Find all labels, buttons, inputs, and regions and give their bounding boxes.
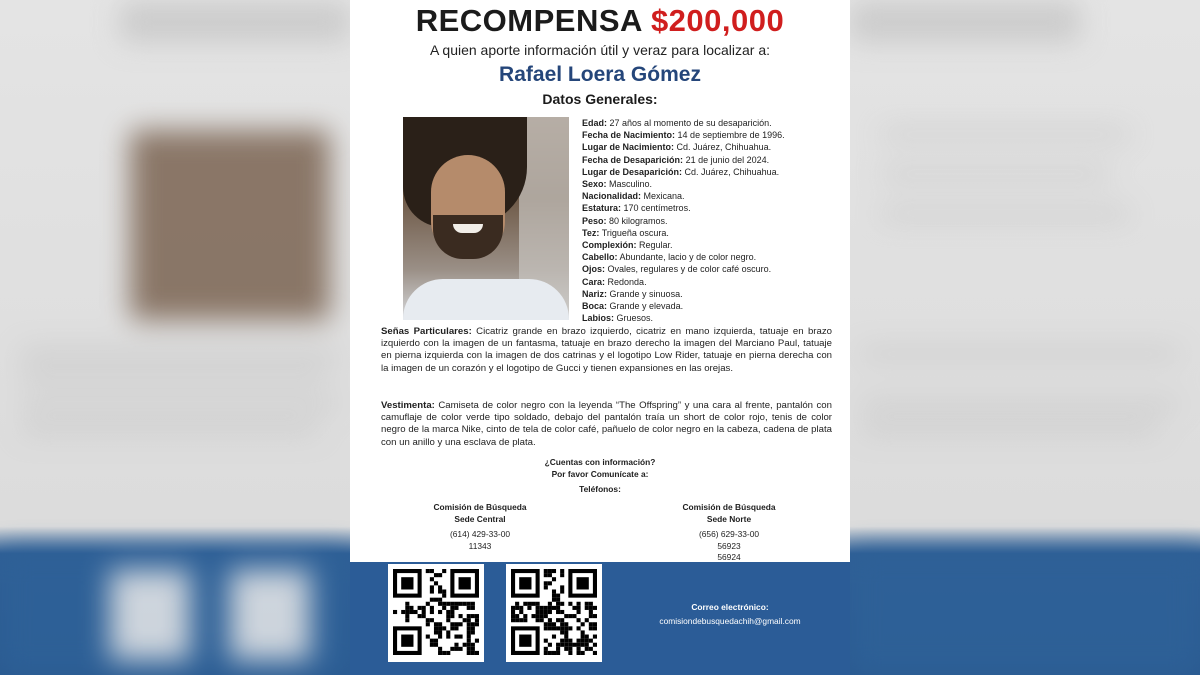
detail-value: Masculino. — [609, 179, 653, 190]
blurred-poster-left — [0, 0, 350, 675]
subtitle: A quien aporte información útil y veraz para localizar a: — [429, 42, 771, 58]
distinguishing-marks-label: Señas Particulares: — [381, 326, 472, 337]
contact-phones-heading: Teléfonos: — [579, 484, 621, 494]
detail-row — [582, 312, 842, 324]
office-extension: 11343 — [468, 540, 492, 551]
detail-label: Complexión: — [582, 240, 637, 251]
office-name: Comisión de Búsqueda — [433, 502, 527, 512]
reward-word: RECOMPENSA — [415, 3, 643, 38]
office-site: Sede Norte — [706, 513, 752, 524]
detail-label: Estatura: — [582, 203, 622, 214]
contact-question: ¿Cuentas con información? — [544, 457, 656, 467]
clothing-label: Vestimenta: — [381, 400, 435, 411]
general-data-heading: Datos Generales: — [542, 91, 658, 107]
detail-label: Fecha de Desaparición: — [582, 154, 684, 165]
detail-row — [582, 227, 842, 239]
detail-label: Boca: — [582, 301, 608, 312]
detail-row — [582, 178, 842, 190]
qr-code[interactable] — [506, 564, 602, 662]
detail-value: Regular. — [639, 240, 673, 251]
distinguishing-marks — [381, 326, 832, 375]
detail-row — [582, 251, 842, 263]
detail-label: Ojos: — [582, 264, 606, 275]
detail-label: Cabello: — [582, 252, 618, 263]
qr-code[interactable] — [388, 564, 484, 662]
detail-value: 27 años al momento de su desaparición. — [609, 118, 772, 128]
detail-row — [582, 263, 842, 275]
detail-value: 170 centímetros. — [623, 203, 691, 214]
detail-value: Abundante, lacio y de color negro. — [619, 252, 757, 263]
detail-row — [582, 129, 842, 141]
detail-label: Fecha de Nacimiento: — [582, 130, 676, 141]
detail-value: Cd. Juárez, Chihuahua. — [684, 166, 780, 177]
detail-label: Peso: — [582, 215, 607, 226]
email-block — [630, 600, 830, 628]
detail-value: Grande y elevada. — [609, 301, 684, 312]
detail-label: Labios: — [582, 313, 615, 324]
office-extension: 56924 — [717, 552, 741, 562]
details-list — [582, 117, 842, 324]
contact-please: Por favor Comunícate a: — [551, 469, 649, 479]
email-address[interactable]: comisiondebusquedachih@gmail.com — [659, 616, 801, 626]
detail-label: Sexo: — [582, 179, 607, 190]
detail-row — [582, 239, 842, 251]
clothing-text: Camiseta de color negro con la leyenda “The Offspring” y una cara al frente, pantalón con camuflaje de color verde tipo soldado, debajo del pantalón traía un short de color rojo, tenis de color negro de la marca Nike, cinto de tela de color café, pañuelo de color negro en la cabeza, cadena de plata con un anillo y una esclava de plata. — [381, 400, 832, 448]
detail-value: Mexicana. — [643, 191, 685, 202]
detail-value: 21 de junio del 2024. — [685, 154, 770, 165]
detail-label: Edad: — [582, 118, 608, 128]
office-phone[interactable]: (656) 629-33-00 — [698, 529, 760, 539]
detail-value: Ovales, regulares y de color café oscuro. — [607, 264, 772, 275]
detail-value: 80 kilogramos. — [609, 215, 668, 226]
detail-label: Tez: — [582, 227, 600, 238]
office-name: Comisión de Búsqueda — [682, 502, 776, 512]
detail-row — [582, 202, 842, 214]
detail-value: Gruesos. — [616, 313, 654, 324]
missing-person-poster — [350, 0, 850, 675]
office-phone[interactable]: (614) 429-33-00 — [449, 529, 511, 539]
detail-label: Lugar de Desaparición: — [582, 166, 683, 177]
detail-label: Nacionalidad: — [582, 191, 642, 202]
reward-amount: $200,000 — [650, 3, 785, 38]
clothing — [381, 400, 832, 449]
detail-label: Cara: — [582, 276, 606, 287]
detail-label: Lugar de Nacimiento: — [582, 142, 675, 153]
distinguishing-marks-text: Cicatriz grande en brazo izquierdo, cicatriz en mano izquierda, tatuaje en brazo izquierdo con la imagen de un fantasma, tatuaje en brazo derecho la imagen del Marciano Paul, tatuaje en pierna izquierda con la imagen de dos catrinas y el logotipo Low Rider, tatuaje en pierna derecha con la imagen de un corazón y el logotipo de Gucci y tienen expansiones en las orejas. — [381, 326, 832, 374]
detail-row — [582, 215, 842, 227]
reward-title — [350, 0, 850, 42]
detail-row — [582, 141, 842, 153]
detail-value: 14 de septiembre de 1996. — [677, 130, 785, 141]
person-photo — [403, 117, 569, 320]
office-central — [395, 502, 565, 552]
detail-row — [582, 190, 842, 202]
detail-value: Redonda. — [607, 276, 647, 287]
detail-row — [582, 166, 842, 178]
email-label: Correo electrónico: — [691, 602, 769, 612]
person-name: Rafael Loera Gómez — [499, 63, 701, 86]
detail-row — [582, 276, 842, 288]
office-site: Sede Central — [454, 513, 506, 524]
detail-row — [582, 288, 842, 300]
detail-value: Trigueña oscura. — [601, 227, 669, 238]
detail-label: Nariz: — [582, 288, 608, 299]
detail-row — [582, 154, 842, 166]
office-norte — [644, 502, 814, 564]
detail-value: Grande y sinuosa. — [609, 288, 683, 299]
detail-row — [582, 117, 842, 129]
blurred-poster-right — [850, 0, 1200, 675]
detail-row — [582, 300, 842, 312]
detail-value: Cd. Juárez, Chihuahua. — [676, 142, 772, 153]
office-extension: 56923 — [717, 540, 741, 551]
